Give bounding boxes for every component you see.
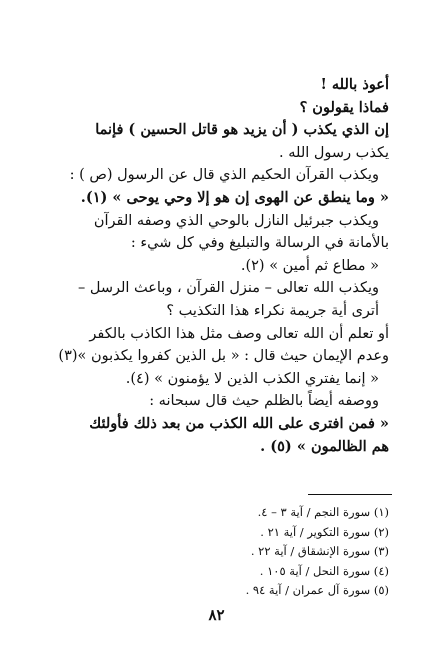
- body-text: [18, 74, 389, 458]
- body-line: « وما ينطق عن الهوى إن هو إلا وحي يوحى » (١).: [80, 188, 389, 206]
- footnote-divider: [308, 494, 392, 495]
- body-line: ووصفه أيضاً بالظلم حيث قال سبحانه :: [149, 393, 379, 410]
- body-line: يكذب رسول الله .: [279, 144, 389, 161]
- body-line: إن الذي يكذب ( أن يزيد هو قاتل الحسين ) فإنما: [95, 121, 389, 139]
- footnotes: [200, 503, 389, 601]
- page-number: ٨٢: [208, 606, 225, 624]
- footnote: (٤) سورة النحل / آية ١٠٥ .: [259, 563, 389, 578]
- body-line: أعوذ بالله !: [320, 76, 389, 93]
- body-line: « فمن افترى على الله الكذب من بعد ذلك فأولئك: [89, 414, 389, 432]
- footnote: (٣) سورة الإنشقاق / آية ٢٢ .: [250, 544, 389, 558]
- footnote: (٥) سورة آل عمران / آية ٩٤ .: [245, 583, 389, 597]
- body-line: ويكذب الله تعالى – منزل القرآن ، وباعث الرسل –: [77, 280, 379, 297]
- body-line: « إنما يفتري الكذب الذين لا يؤمنون » (٤).: [125, 370, 379, 387]
- body-line: بالأمانة في الرسالة والتبليغ وفي كل شيء :: [130, 235, 389, 252]
- body-line: أو تعلم أن الله تعالى وصف مثل هذا الكاذب بالكفر: [89, 325, 389, 342]
- body-line: أترى أية جريمة نكراء هذا التكذيب ؟: [166, 302, 379, 319]
- body-line: وعدم الإيمان حيث قال : « بل الذين كفروا يكذبون »(٣): [58, 348, 389, 365]
- body-line: هم الظالمون » (٥) .: [260, 437, 389, 455]
- body-line: ويكذب القرآن الحكيم الذي قال عن الرسول (ص ) :: [69, 167, 379, 184]
- body-line: ويكذب جبرئيل النازل بالوحي الذي وصفه القرآن: [93, 212, 379, 229]
- body-line: فماذا يقولون ؟: [299, 98, 389, 116]
- footnote: (١) سورة النجم / آية ٣ – ٤.: [257, 505, 389, 519]
- footnote: (٢) سورة التكوير / آية ٢١ .: [260, 524, 389, 539]
- body-line: « مطاع ثم أمين » (٢).: [240, 257, 379, 274]
